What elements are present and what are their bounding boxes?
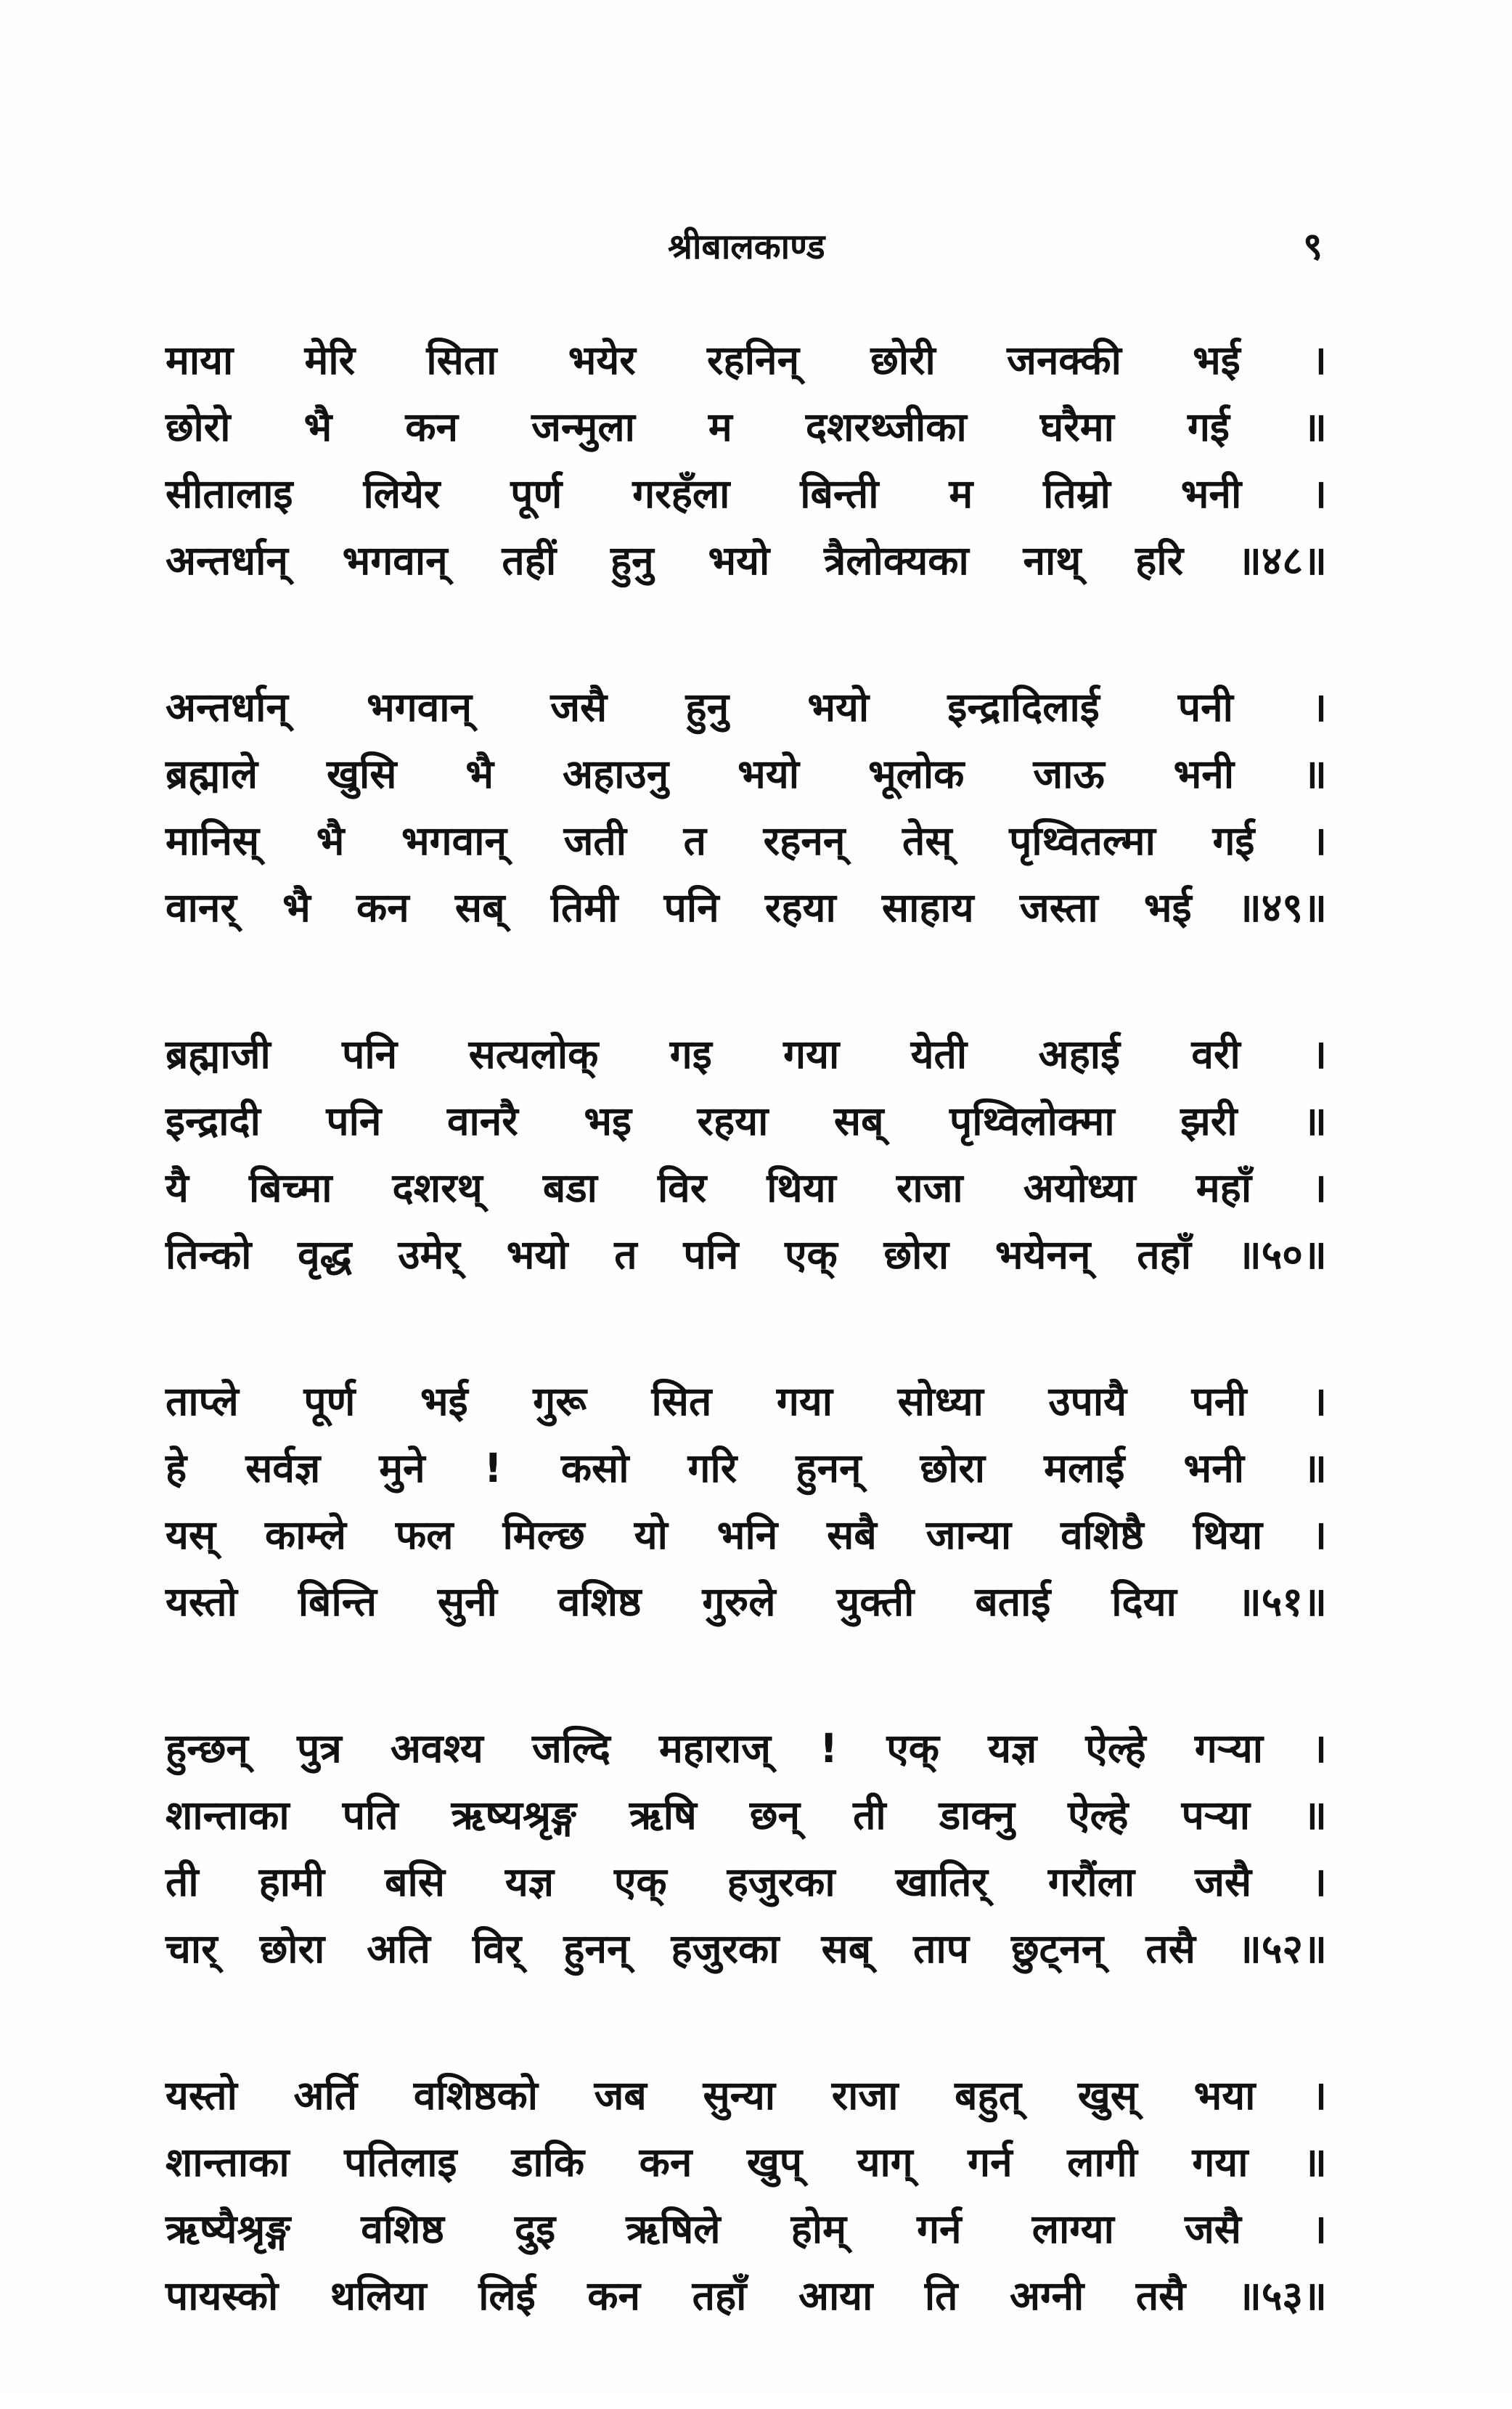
verse-word: माया bbox=[165, 337, 234, 383]
verse-word: अयोध्या bbox=[1023, 1165, 1136, 1211]
verse-word: तहाँ bbox=[692, 2273, 747, 2319]
verse-word: अति bbox=[367, 1925, 430, 1972]
verse-word: डाक्नु bbox=[939, 1792, 1016, 1838]
verse-word: ताप्ले bbox=[165, 1378, 239, 1424]
verse-word: इन्द्रादी bbox=[165, 1098, 261, 1144]
verse-stanza bbox=[165, 1021, 1327, 1288]
verse-word: विर् bbox=[472, 1925, 522, 1972]
verse-word: खुप् bbox=[746, 2139, 803, 2185]
verse-word: राजा bbox=[896, 1165, 963, 1211]
verse-word: पृथ्वितल्मा bbox=[1009, 818, 1156, 864]
verse-word: सब् bbox=[833, 1098, 884, 1144]
verse-line bbox=[165, 1368, 1327, 1435]
verse-word: विर bbox=[657, 1165, 707, 1211]
verse-word: यस्तो bbox=[165, 1578, 237, 1625]
verse-word: ॥४९॥ bbox=[1237, 884, 1327, 931]
verse-line bbox=[165, 1848, 1327, 1915]
verse-line bbox=[165, 394, 1327, 460]
verse-word: मेरि bbox=[304, 337, 356, 383]
verse-word: जब bbox=[594, 2072, 647, 2119]
verse-word: पतिलाइ bbox=[344, 2139, 457, 2185]
verse-word: उमेर् bbox=[398, 1231, 460, 1278]
verse-word: फल bbox=[395, 1512, 454, 1558]
verse-word: बिच्मा bbox=[248, 1165, 332, 1211]
verse-word: भै bbox=[282, 884, 311, 931]
verse-word: लिई bbox=[478, 2273, 536, 2319]
verse-word: ॥ bbox=[1303, 1792, 1327, 1838]
verse-line bbox=[165, 1088, 1327, 1154]
verse-word: तसै bbox=[1145, 1925, 1196, 1972]
verse-word: भनि bbox=[716, 1512, 778, 1558]
verse-word: अहाउनु bbox=[563, 751, 669, 797]
verse-word: युक्ती bbox=[836, 1578, 915, 1625]
verse-word: कन bbox=[356, 884, 409, 931]
verse-line bbox=[165, 2262, 1327, 2329]
verse-word: रहया bbox=[764, 884, 836, 931]
verse-word: त bbox=[683, 818, 707, 864]
verse-word: लियेर bbox=[363, 470, 441, 517]
verse-word: एक् bbox=[785, 1231, 838, 1278]
verse-word: ऐल्हे bbox=[1085, 1725, 1146, 1772]
verse-word: सब् bbox=[821, 1925, 872, 1972]
verse-word: हुनु bbox=[610, 537, 654, 584]
verse-word: थिया bbox=[767, 1165, 836, 1211]
verse-word: सीतालाइ bbox=[165, 470, 293, 517]
verse-word: भनी bbox=[1180, 470, 1242, 517]
verse-line bbox=[165, 327, 1327, 394]
verse-word: अवश्य bbox=[390, 1725, 483, 1772]
verse-word: रहया bbox=[697, 1098, 769, 1144]
verse-word: दुइ bbox=[514, 2206, 556, 2252]
verse-word: भयो bbox=[737, 751, 799, 797]
verse-word: ती bbox=[165, 1859, 199, 1905]
verse-word: बसि bbox=[385, 1859, 445, 1905]
verse-word: गर्न bbox=[917, 2206, 962, 2252]
verse-word: सोध्या bbox=[897, 1378, 984, 1424]
verse-word: ॥५०॥ bbox=[1237, 1231, 1327, 1278]
verse-word: ति bbox=[924, 2273, 958, 2319]
verse-word: भयेर bbox=[568, 337, 636, 383]
verse-word: आया bbox=[798, 2273, 873, 2319]
verse-word: छोरी bbox=[870, 337, 936, 383]
verse-word: गइ bbox=[669, 1031, 712, 1077]
verse-word: येती bbox=[910, 1031, 968, 1077]
verse-word: वशिष्ठ bbox=[557, 1578, 642, 1625]
verse-word: ऋष्यश्रृङ्ग bbox=[451, 1792, 576, 1838]
verse-word: पति bbox=[342, 1792, 399, 1838]
verse-word: भै bbox=[316, 818, 345, 864]
verse-word: ऋषिले bbox=[626, 2206, 721, 2252]
verse-line bbox=[165, 1154, 1327, 1221]
verse-word: जन्मुला bbox=[531, 404, 635, 450]
verse-word: बहुत् bbox=[955, 2072, 1022, 2119]
verse-word: राजा bbox=[831, 2072, 899, 2119]
verse-word: । bbox=[1312, 470, 1327, 517]
verse-word: घरैमा bbox=[1039, 404, 1114, 450]
verse-word: वशिष्ठ bbox=[361, 2206, 444, 2252]
verse-word: रहनिन् bbox=[707, 337, 800, 383]
verse-line bbox=[165, 2196, 1327, 2262]
verse-word: गई bbox=[1212, 818, 1255, 864]
verse-word: भई bbox=[420, 1378, 468, 1424]
verse-word: पृथ्विलोक्मा bbox=[949, 1098, 1115, 1144]
verse-word: हजुरका bbox=[671, 1925, 780, 1972]
verse-word: यै bbox=[165, 1165, 189, 1211]
verse-word: ॥५१॥ bbox=[1237, 1578, 1327, 1625]
verse-word: सर्वज्ञ bbox=[245, 1445, 321, 1491]
verse-word: खुस् bbox=[1077, 2072, 1137, 2119]
verse-stanza bbox=[165, 327, 1327, 594]
verse-word: मिल्छ bbox=[502, 1512, 585, 1558]
verse-word: अन्तर्धान् bbox=[165, 684, 288, 730]
verse-word: डाकि bbox=[512, 2139, 585, 2185]
verse-word: कन bbox=[639, 2139, 692, 2185]
verse-word: पूर्ण bbox=[303, 1378, 356, 1424]
verse-word: दिया bbox=[1111, 1578, 1177, 1625]
verse-word: छोरो bbox=[165, 404, 231, 450]
verse-word: सबै bbox=[827, 1512, 877, 1558]
verse-word: याग् bbox=[857, 2139, 913, 2185]
verse-word: तिमी bbox=[550, 884, 618, 931]
verse-word: ! bbox=[483, 1445, 502, 1491]
verse-word: एक् bbox=[614, 1859, 667, 1905]
verse-stanza bbox=[165, 1715, 1327, 1982]
verse-word: रहनन् bbox=[763, 818, 846, 864]
verse-word: गरहँला bbox=[632, 470, 730, 517]
verse-word: ऋषि bbox=[629, 1792, 697, 1838]
verse-word: सब् bbox=[454, 884, 505, 931]
verse-word: महाराज् bbox=[659, 1725, 771, 1772]
verse-word: ॥ bbox=[1303, 1098, 1327, 1144]
verse-word: जाऊ bbox=[1033, 751, 1105, 797]
verse-word: भयेनन् bbox=[994, 1231, 1091, 1278]
verse-stanza bbox=[165, 2062, 1327, 2329]
verse-line bbox=[165, 1501, 1327, 1568]
verse-word: ! bbox=[820, 1725, 838, 1772]
verse-line bbox=[165, 1568, 1327, 1635]
verse-word: कसो bbox=[560, 1445, 629, 1491]
verse-line bbox=[165, 1915, 1327, 1982]
verse-line bbox=[165, 874, 1327, 941]
verse-word: । bbox=[1312, 1378, 1327, 1424]
verse-word: पनि bbox=[663, 884, 719, 931]
verse-word: हरि bbox=[1135, 537, 1184, 584]
verse-word: लागी bbox=[1067, 2139, 1137, 2185]
verse-word: भइ bbox=[584, 1098, 632, 1144]
verse-word: सिता bbox=[426, 337, 497, 383]
verse-word: तसै bbox=[1135, 2273, 1186, 2319]
verse-word: सत्यलोक् bbox=[468, 1031, 599, 1077]
verse-word: काम्ले bbox=[265, 1512, 346, 1558]
verse-word: गरि bbox=[687, 1445, 737, 1491]
verse-word: हामी bbox=[258, 1859, 325, 1905]
verse-word: थलिया bbox=[330, 2273, 427, 2319]
verse-word: ॥ bbox=[1302, 2139, 1327, 2185]
verse-word: छुट्नन् bbox=[1011, 1925, 1104, 1972]
verse-word: हुनन् bbox=[796, 1445, 862, 1491]
verse-word: गरौंला bbox=[1047, 1859, 1135, 1905]
verse-word: ब्रह्माले bbox=[165, 751, 258, 797]
verse-word: दशरथ्जीका bbox=[805, 404, 967, 450]
verse-line bbox=[165, 1221, 1327, 1288]
verse-word: भयो bbox=[807, 684, 870, 730]
verse-word: पूर्ण bbox=[510, 470, 563, 517]
verse-word: ॥४८॥ bbox=[1237, 537, 1327, 584]
verse-word: वृद्ध bbox=[298, 1231, 352, 1278]
verse-word: जल्दि bbox=[531, 1725, 610, 1772]
verse-word: तहाँ bbox=[1137, 1231, 1192, 1278]
verse-word: भै bbox=[303, 404, 332, 450]
verse-word: तिम्रो bbox=[1043, 470, 1111, 517]
verse-word: बिन्ति bbox=[298, 1578, 377, 1625]
verse-word: हुन्छन् bbox=[165, 1725, 249, 1772]
verse-word: पनी bbox=[1191, 1378, 1247, 1424]
verse-word: खातिर् bbox=[895, 1859, 988, 1905]
verse-line bbox=[165, 1021, 1327, 1088]
verse-word: ऋष्यैश्रृङ्ग bbox=[165, 2206, 291, 2252]
verse-word: हुनु bbox=[685, 684, 730, 730]
verse-word: शान्ताका bbox=[165, 2139, 290, 2185]
verse-word: । bbox=[1312, 1165, 1327, 1211]
verse-word: एक् bbox=[886, 1725, 939, 1772]
verse-word: जसै bbox=[1195, 1859, 1252, 1905]
verse-word: अर्ति bbox=[293, 2072, 358, 2119]
verse-word: यस्तो bbox=[165, 2072, 237, 2119]
verse-word: गुरू bbox=[533, 1378, 587, 1424]
verse-word: बिन्ती bbox=[800, 470, 879, 517]
verse-word: भनी bbox=[1173, 751, 1235, 797]
verse-word: भगवान् bbox=[342, 537, 448, 584]
verse-word: हे bbox=[165, 1445, 187, 1491]
verse-word: भई bbox=[1143, 884, 1192, 931]
verse-word: अहाई bbox=[1038, 1031, 1121, 1077]
verse-word: चार् bbox=[165, 1925, 218, 1972]
verse-word: । bbox=[1312, 1725, 1327, 1772]
verse-word: बडा bbox=[542, 1165, 597, 1211]
verse-word: अग्नी bbox=[1010, 2273, 1084, 2319]
verse-word: भगवान् bbox=[367, 684, 473, 730]
verse-line bbox=[165, 527, 1327, 594]
verse-word: । bbox=[1312, 684, 1327, 730]
verse-word: वरी bbox=[1191, 1031, 1241, 1077]
verse-word: उपायै bbox=[1048, 1378, 1127, 1424]
verse-line bbox=[165, 1715, 1327, 1782]
verse-word: ब्रह्माजी bbox=[165, 1031, 271, 1077]
verse-word: शान्ताका bbox=[165, 1792, 290, 1838]
verse-word: गऱ्या bbox=[1194, 1725, 1263, 1772]
verse-word: यज्ञ bbox=[988, 1725, 1037, 1772]
verse-word: कन bbox=[405, 404, 459, 450]
verse-word: म bbox=[708, 404, 732, 450]
verse-word: भनी bbox=[1183, 1445, 1244, 1491]
verse-body bbox=[165, 327, 1327, 2409]
verse-word: पुत्र bbox=[297, 1725, 342, 1772]
verse-word: गया bbox=[1192, 2139, 1249, 2185]
verse-word: गर्न bbox=[968, 2139, 1013, 2185]
verse-word: गया bbox=[783, 1031, 840, 1077]
verse-line bbox=[165, 741, 1327, 807]
verse-word: म bbox=[949, 470, 973, 517]
verse-word: । bbox=[1312, 818, 1327, 864]
verse-word: हुनन् bbox=[563, 1925, 629, 1972]
verse-word: वशिष्ठै bbox=[1061, 1512, 1144, 1558]
verse-word: थिया bbox=[1193, 1512, 1263, 1558]
verse-word: तिन्को bbox=[165, 1231, 252, 1278]
verse-word: ॥५२॥ bbox=[1237, 1925, 1327, 1972]
verse-word: भूलोक bbox=[867, 751, 965, 797]
verse-word: इन्द्रादिलाई bbox=[947, 684, 1100, 730]
verse-word: । bbox=[1312, 2072, 1327, 2119]
verse-line bbox=[165, 2129, 1327, 2196]
verse-word: पनि bbox=[342, 1031, 398, 1077]
verse-word: भयो bbox=[506, 1231, 568, 1278]
verse-word: जस्ता bbox=[1019, 884, 1098, 931]
verse-word: लाग्या bbox=[1031, 2206, 1114, 2252]
verse-word: । bbox=[1312, 1512, 1327, 1558]
verse-word: खुसि bbox=[326, 751, 397, 797]
verse-word: ती bbox=[853, 1792, 886, 1838]
verse-word: वानरै bbox=[446, 1098, 518, 1144]
verse-word: त्रैलोक्यका bbox=[824, 537, 969, 584]
verse-word: गुरुले bbox=[702, 1578, 776, 1625]
verse-word: साहाय bbox=[881, 884, 974, 931]
verse-word: भयो bbox=[708, 537, 770, 584]
verse-word: यो bbox=[634, 1512, 668, 1558]
verse-word: गया bbox=[776, 1378, 833, 1424]
verse-line bbox=[165, 460, 1327, 527]
verse-word: मलाई bbox=[1044, 1445, 1125, 1491]
verse-line bbox=[165, 807, 1327, 874]
verse-word: जसै bbox=[1184, 2206, 1241, 2252]
verse-word: ॥ bbox=[1302, 1445, 1327, 1491]
verse-line bbox=[165, 1435, 1327, 1501]
verse-word: ताप bbox=[913, 1925, 969, 1972]
verse-word: । bbox=[1312, 1859, 1327, 1905]
verse-word: मानिस् bbox=[165, 818, 260, 864]
verse-word: यज्ञ bbox=[504, 1859, 555, 1905]
verse-stanza bbox=[165, 674, 1327, 941]
verse-word: भगवान् bbox=[401, 818, 507, 864]
verse-word: पायस्को bbox=[165, 2273, 279, 2319]
verse-word: गई bbox=[1187, 404, 1230, 450]
verse-word: ॥ bbox=[1303, 751, 1327, 797]
verse-word: । bbox=[1312, 337, 1327, 383]
verse-word: वशिष्ठको bbox=[413, 2072, 538, 2119]
verse-word: नाथ् bbox=[1023, 537, 1082, 584]
verse-word: सुनी bbox=[437, 1578, 497, 1625]
running-header bbox=[0, 218, 1512, 276]
verse-word: । bbox=[1312, 2206, 1327, 2252]
verse-word: झरी bbox=[1180, 1098, 1238, 1144]
verse-word: जनक्की bbox=[1007, 337, 1121, 383]
verse-word: जान्या bbox=[925, 1512, 1012, 1558]
verse-word: ऐल्हे bbox=[1068, 1792, 1129, 1838]
verse-word: तहीं bbox=[502, 537, 557, 584]
verse-line bbox=[165, 1782, 1327, 1848]
verse-word: यस् bbox=[165, 1512, 216, 1558]
verse-word: पनि bbox=[326, 1098, 382, 1144]
verse-word: जसै bbox=[550, 684, 608, 730]
verse-word: बताई bbox=[975, 1578, 1051, 1625]
verse-word: भया bbox=[1193, 2072, 1256, 2119]
running-title: श्रीबालकाण्ड bbox=[668, 227, 825, 267]
verse-word: वानर् bbox=[165, 884, 237, 931]
verse-word: मुने bbox=[379, 1445, 425, 1491]
verse-stanza bbox=[165, 1368, 1327, 1635]
verse-word: कन bbox=[587, 2273, 641, 2319]
verse-word: ॥ bbox=[1302, 404, 1327, 450]
verse-word: जती bbox=[563, 818, 627, 864]
verse-line bbox=[165, 2062, 1327, 2129]
verse-word: भई bbox=[1193, 337, 1241, 383]
verse-word: ॥५३॥ bbox=[1237, 2273, 1327, 2319]
verse-word: तेस् bbox=[902, 818, 952, 864]
verse-word: छोरा bbox=[920, 1445, 986, 1491]
verse-word: अन्तर्धान् bbox=[165, 537, 288, 584]
verse-word: भै bbox=[465, 751, 494, 797]
verse-word: पनी bbox=[1177, 684, 1233, 730]
verse-word: छोरा bbox=[883, 1231, 949, 1278]
verse-word: महाँ bbox=[1196, 1165, 1252, 1211]
verse-word: दशरथ् bbox=[392, 1165, 483, 1211]
verse-word: सुन्या bbox=[703, 2072, 776, 2119]
verse-word: सित bbox=[651, 1378, 712, 1424]
verse-word: छन् bbox=[749, 1792, 800, 1838]
verse-word: होम् bbox=[790, 2206, 846, 2252]
verse-word: छोरा bbox=[259, 1925, 325, 1972]
verse-word: हजुरका bbox=[727, 1859, 835, 1905]
page-number: ९ bbox=[1303, 225, 1323, 269]
verse-line bbox=[165, 674, 1327, 741]
verse-word: त bbox=[614, 1231, 637, 1278]
verse-word: पऱ्या bbox=[1181, 1792, 1250, 1838]
verse-word: । bbox=[1312, 1031, 1327, 1077]
verse-word: पनि bbox=[683, 1231, 739, 1278]
